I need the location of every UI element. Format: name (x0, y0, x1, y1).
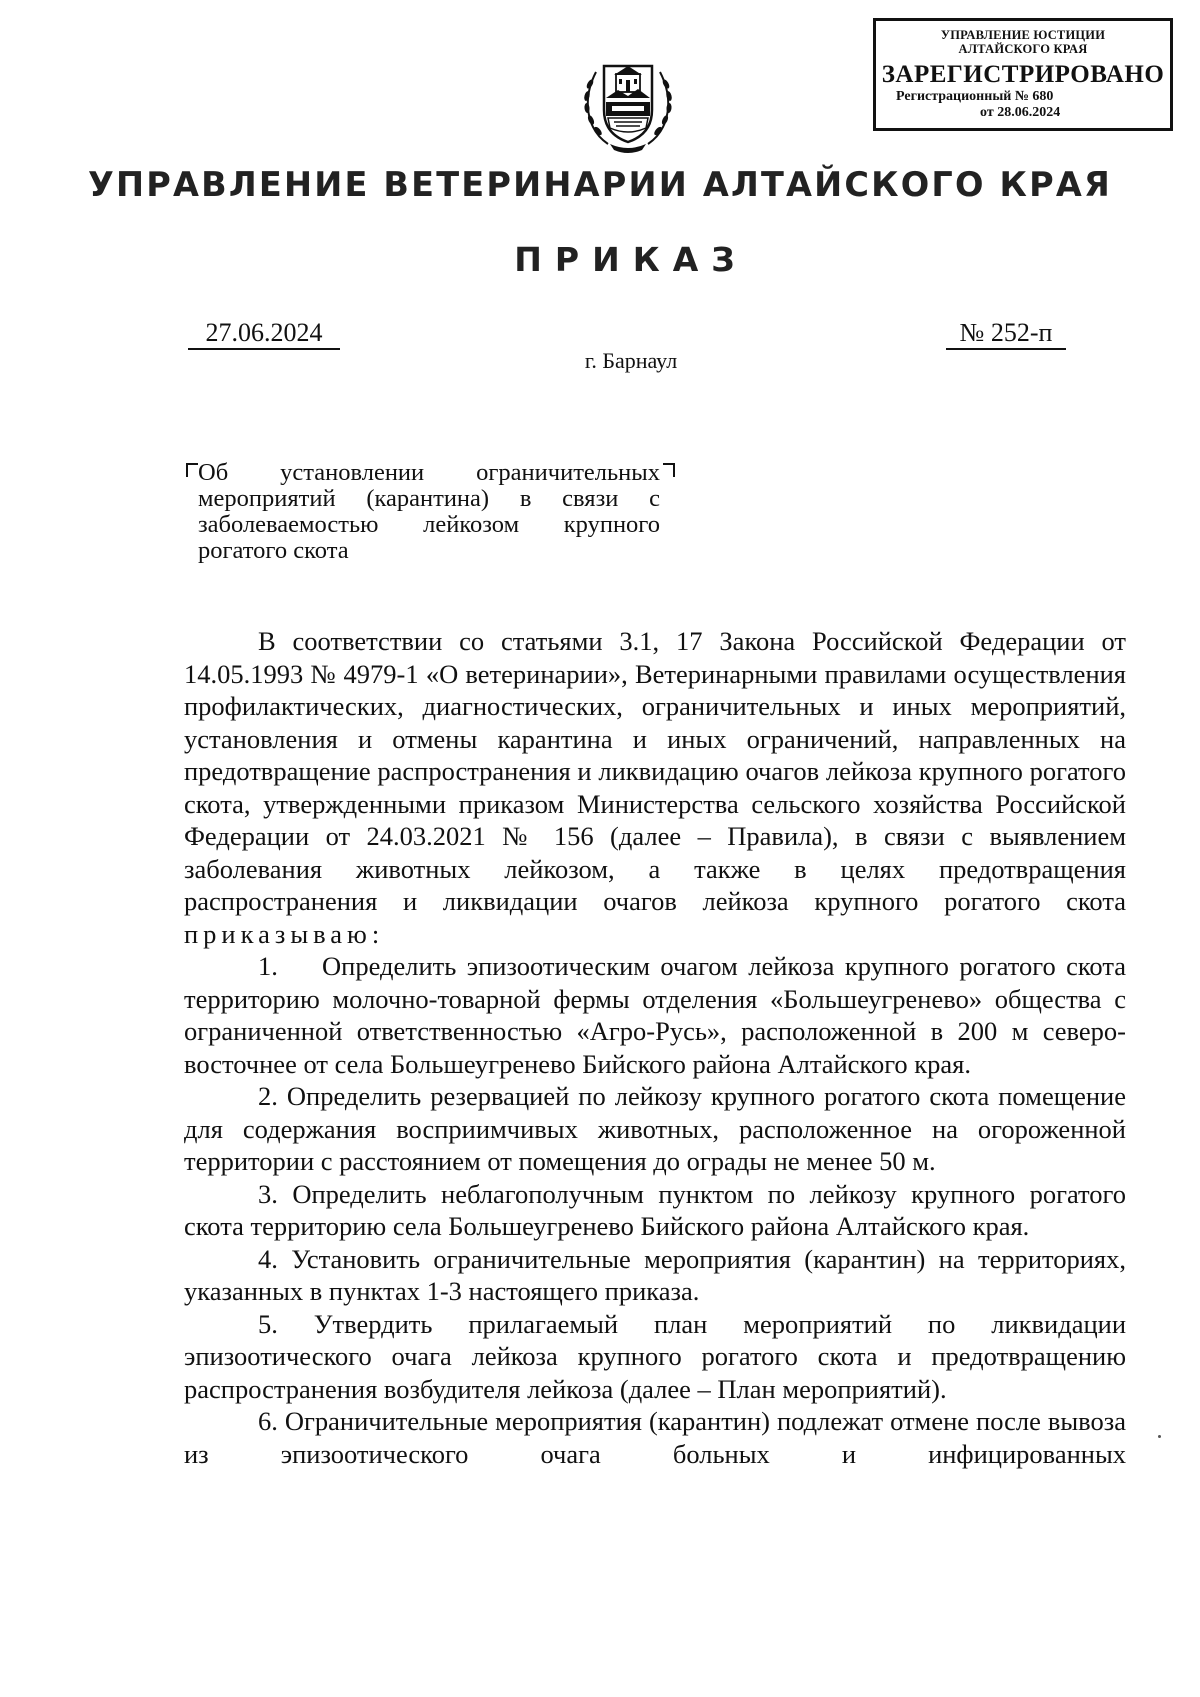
stamp-organization (876, 28, 1170, 56)
preamble-paragraph (184, 625, 1126, 950)
stamp-reg-date: от 28.06.2024 (980, 105, 1061, 120)
order-body (184, 625, 1126, 1470)
subject-line: рогатого скота (198, 537, 349, 564)
registration-stamp (873, 18, 1173, 131)
coat-of-arms-icon (578, 44, 678, 154)
stamp-org-line2: АЛТАЙСКОГО КРАЯ (958, 42, 1088, 56)
preamble-text: В соответствии со статьями 3.1, 17 Закона Российской Федерации от 14.05.1993 № 4979-1 «О ветеринарии», Ветеринарными правилами осуществления профилактических, диагностических, ограничительных и иных мероприятий, установления и отмены карантина и иных ограничений, направленных на предотвращение распространения и ликвидацию очагов лейкоза крупного рогатого скота, утвержденными приказом Министерства сельского хозяйства Российской Федерации от 24.03.2021 № 156 (далее – Правила), в связи с выявлением заболевания животных лейкозом, а также в целях предотвращения распространения и ликвидации очагов лейкоза крупного рогатого скота (184, 626, 1126, 916)
order-date: 27.06.2024 (188, 318, 340, 350)
order-item-5: 5. Утвердить прилагаемый план мероприятий по ликвидации эпизоотического очага лейкоза крупного рогатого скота и предотвращению распространения возбудителя лейкоза (далее – План мероприятий). (184, 1308, 1126, 1404)
agency-title: УПРАВЛЕНИЕ ВЕТЕРИНАРИИ АЛТАЙСКОГО КРАЯ (88, 165, 1112, 204)
order-item-2: 2. Определить резервацией по лейкозу крупного рогатого скота помещение для содержания восприимчивых животных, расположенное на огороженной территории с расстоянием от помещения до ограды не менее 50 м. (184, 1081, 1126, 1176)
subject-bracket-right (663, 463, 675, 477)
order-item-6: 6. Ограничительные мероприятия (карантин) подлежат отмене после вывоза из эпизоотического очага больных и инфицированных (184, 1406, 1126, 1469)
subject-bracket-left (186, 463, 198, 477)
order-item-1 (184, 950, 1126, 1080)
subject-line: Об установлении ограничительных (198, 459, 660, 486)
subject-line: мероприятий (карантина) в связи с (198, 485, 660, 512)
stamp-reg-number: Регистрационный № 680 (896, 89, 1054, 104)
order-word: приказываю: (184, 918, 385, 949)
scan-artifact (1158, 1435, 1161, 1438)
issue-city: г. Барнаул (584, 348, 678, 373)
order-item-4: 4. Установить ограничительные мероприятия (карантин) на территориях, указанных в пунктах 1-3 настоящего приказа. (184, 1243, 1126, 1306)
order-subject (198, 460, 660, 564)
subject-line: заболеваемостью лейкозом крупного (198, 511, 660, 538)
item-text: Определить эпизоотическим очагом лейкоза крупного рогатого скота территорию молочно-товарной фермы отделения «Большеугренево» общества с ограниченной ответственностью «Агро-Русь», расположенной в 200 м северо-восточнее от села Большеугренево Бийского района Алтайского края. (184, 951, 1126, 1079)
stamp-status: ЗАРЕГИСТРИРОВАНО (881, 61, 1165, 88)
order-number: № 252-п (946, 318, 1066, 350)
item-number: 1. (258, 951, 278, 981)
stamp-org-line1: УПРАВЛЕНИЕ ЮСТИЦИИ (940, 28, 1106, 42)
document-type: ПРИКАЗ (514, 240, 748, 279)
order-item-3: 3. Определить неблагополучным пунктом по лейкозу крупного рогатого скота территорию села Большеугренево Бийского района Алтайского края. (184, 1178, 1126, 1241)
